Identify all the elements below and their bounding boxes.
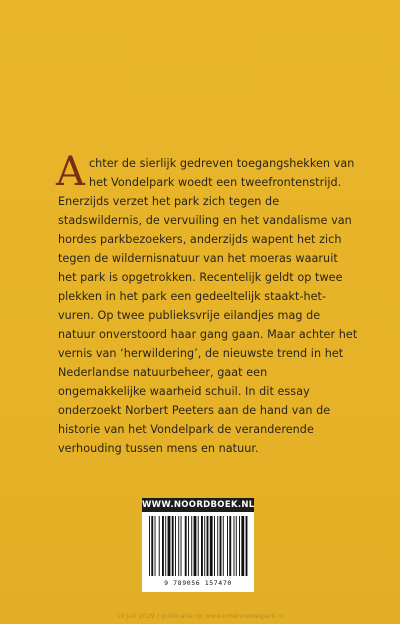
blurb-paragraph xyxy=(56,149,358,458)
isbn-barcode-panel xyxy=(142,498,254,592)
footer-note: 19 juli 2029 / publicatie op www.inhetvondelpark.nl xyxy=(116,612,284,620)
barcode-icon xyxy=(148,516,248,578)
publisher-url: WWW.NOORDBOEK.NL xyxy=(142,500,255,510)
isbn-digits: 9 789056 157470 xyxy=(164,579,232,587)
drop-cap-letter: A xyxy=(56,149,85,195)
blurb-text: chter de sierlijk gedreven toegangshekken van het Vondelpark woedt een tweefrontenstrijd. Enerzijds verzet het park zich tegen de stadswildernis, de vervuiling en het vandalisme van hordes parkbezoekers, anderzijds wapent het zich tegen de wildernisnatuur van het moeras waaruit het park is opgetrokken. Recentelijk geldt op twee plekken in het park een gedeeltelijk staakt-het-vuren. Op twee publieksvrije eilandjes mag de natuur onverstoord haar gang gaan. Maar achter het vernis van ‘herwildering’, de nieuwste trend in het Nederlandse natuurbeheer, gaat een ongemakkelijke waarheid schuil. In dit essay onderzoekt Norbert Peeters aan de hand van de historie van het Vondelpark de veranderende verhouding tussen mens en natuur. xyxy=(58,157,358,455)
